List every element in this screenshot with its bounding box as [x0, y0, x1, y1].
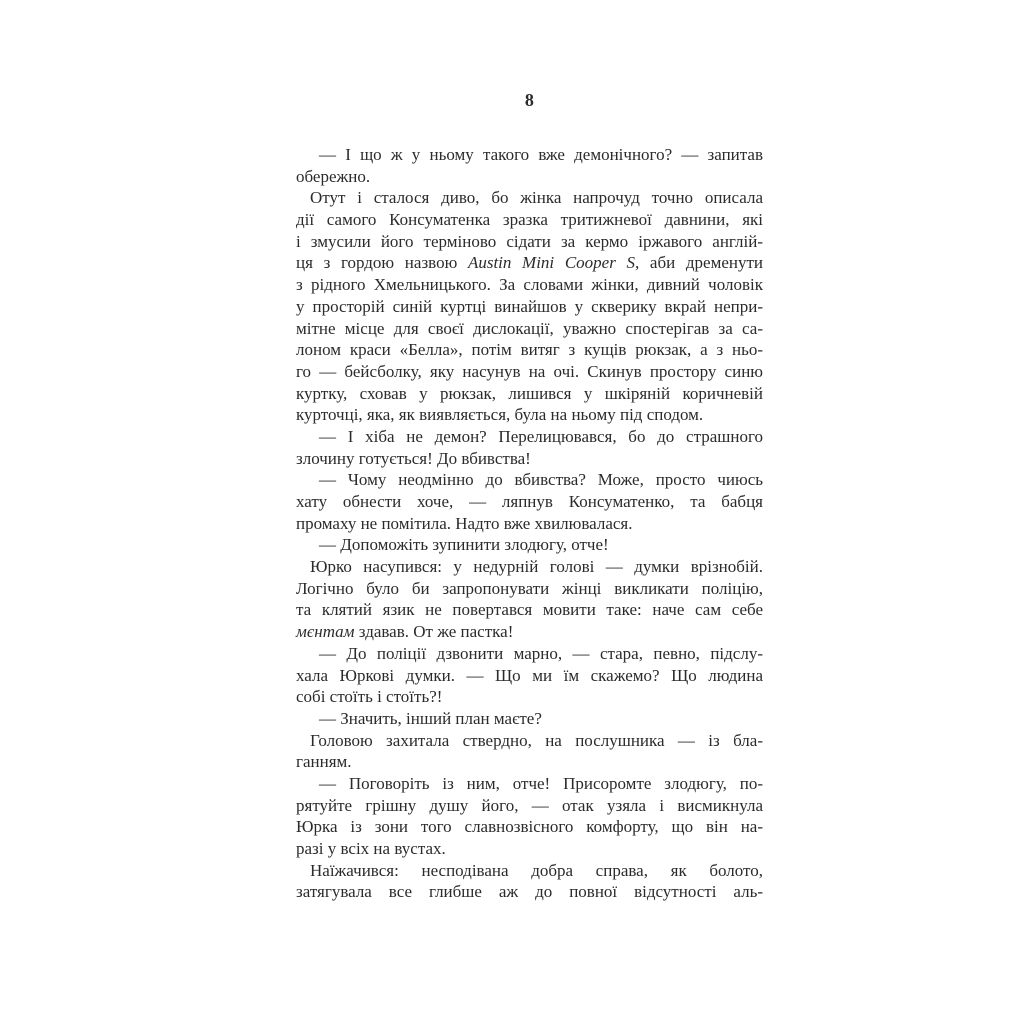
paragraph [296, 187, 763, 426]
text-line [296, 166, 763, 188]
text-segment: — Значить, інший план маєте? [319, 708, 542, 728]
paragraph [296, 534, 763, 556]
text-line [296, 426, 763, 448]
italic-text: мєнтам [296, 622, 355, 642]
text-segment: у просторій синій куртці винайшов у скверику вкрай непри- [296, 296, 763, 316]
text-line [296, 513, 763, 535]
text-segment: собі стоїть і стоїть?! [296, 687, 443, 707]
paragraph [296, 708, 763, 730]
page-text [296, 144, 763, 903]
italic-text: Austin Mini Cooper S [467, 253, 635, 273]
text-segment: промаху не помітила. Надто вже хвилювалася. [296, 513, 633, 533]
text-segment: курточці, яка, як виявляється, була на ньому під сподом. [296, 405, 704, 425]
text-line [296, 231, 763, 253]
text-segment: — До поліції дзвонити марно, — стара, певно, підслу- [319, 643, 763, 663]
text-line [296, 556, 763, 578]
text-segment: Головою захитала ствердно, на послушника — із бла- [310, 730, 763, 750]
text-segment: злочину готується! До вбивства! [296, 448, 531, 468]
text-line [296, 730, 763, 752]
text-segment: Отут і сталося диво, бо жінка напрочуд точно описала [310, 188, 763, 208]
text-line [296, 448, 763, 470]
text-line [296, 599, 763, 621]
text-segment: ця з гордою назвою [296, 253, 468, 273]
text-segment: — І що ж у ньому такого вже демонічного? — запитав [319, 145, 763, 164]
paragraph [296, 860, 763, 903]
paragraph [296, 144, 763, 187]
page-number: 8 [524, 90, 535, 110]
text-segment: ганням. [296, 752, 352, 772]
text-segment: разі у всіх на вустах. [296, 839, 446, 858]
paragraph [296, 469, 763, 534]
paragraph [296, 426, 763, 469]
text-segment: і змусили його терміново сідати за кермо іржавого англій- [296, 231, 763, 251]
text-segment: хату обнести хоче, — ляпнув Консуматенко, та бабця [296, 492, 763, 511]
text-line [296, 621, 763, 643]
text-segment: дії самого Консуматенка зразка тритижневої давнини, які [296, 210, 763, 230]
text-line [296, 209, 763, 231]
text-segment: — Чому неодмінно до вбивства? Може, просто чиюсь [319, 470, 763, 490]
text-line [296, 708, 763, 730]
text-segment: хала Юркові думки. — Що ми їм скажемо? Що людина [296, 665, 763, 685]
text-segment: рятуйте грішну душу його, — отак узяла і висмикнула [296, 795, 763, 815]
text-line [296, 665, 763, 687]
text-line [296, 339, 763, 361]
text-line [296, 361, 763, 383]
text-segment: Наїжачився: несподівана добра справа, як болото, [310, 860, 763, 880]
text-segment: — Поговоріть із ним, отче! Присоромте злодюгу, по- [319, 773, 763, 793]
text-line [296, 795, 763, 817]
text-line [296, 643, 763, 665]
paragraph [296, 773, 763, 860]
text-line [296, 773, 763, 795]
text-line [296, 252, 763, 274]
text-line [296, 751, 763, 773]
text-segment: Юрка із зони того славнозвісного комфорту, що він на- [296, 817, 763, 837]
text-segment: з рідного Хмельницького. За словами жінки, дивний чоловік [296, 275, 763, 295]
text-segment: обережно. [296, 166, 371, 186]
text-line [296, 578, 763, 600]
text-line [296, 144, 763, 166]
text-line [296, 838, 763, 860]
text-segment: та клятий язик не повертався мовити таке: наче сам себе [296, 600, 763, 620]
text-line [296, 274, 763, 296]
text-segment: го — бейсболку, яку насунув на очі. Скинув простору синю [296, 361, 763, 381]
text-line [296, 860, 763, 882]
text-segment: затягувала все глибше аж до повної відсутності аль- [296, 882, 763, 902]
text-line [296, 881, 763, 903]
text-segment: мітне місце для своєї дислокації, уважно спостерігав за са- [296, 318, 763, 338]
text-line [296, 318, 763, 340]
text-line [296, 534, 763, 556]
text-line [296, 404, 763, 426]
text-segment: Логічно було би запропонувати жінці викликати поліцію, [296, 578, 763, 598]
text-line [296, 383, 763, 405]
paragraph [296, 556, 763, 643]
text-line [296, 816, 763, 838]
text-line [296, 686, 763, 708]
text-segment: лоном краси «Белла», потім витяг з кущів рюкзак, а з ньо- [296, 340, 763, 360]
text-segment: куртку, сховав у рюкзак, лишився у шкіряній коричневій [296, 383, 763, 403]
text-line [296, 296, 763, 318]
text-line [296, 187, 763, 209]
paragraph [296, 643, 763, 708]
text-segment: здавав. От же пастка! [354, 622, 514, 642]
text-segment: Юрко насупився: у недурній голові — думки врізнобій. [310, 557, 763, 577]
text-segment: — І хіба не демон? Перелицювався, бо до страшного [319, 426, 763, 446]
text-line [296, 491, 763, 513]
text-segment: , аби дременути [635, 253, 763, 273]
paragraph [296, 730, 763, 773]
text-line [296, 469, 763, 491]
text-segment: — Допоможіть зупинити злодюгу, отче! [319, 535, 609, 555]
